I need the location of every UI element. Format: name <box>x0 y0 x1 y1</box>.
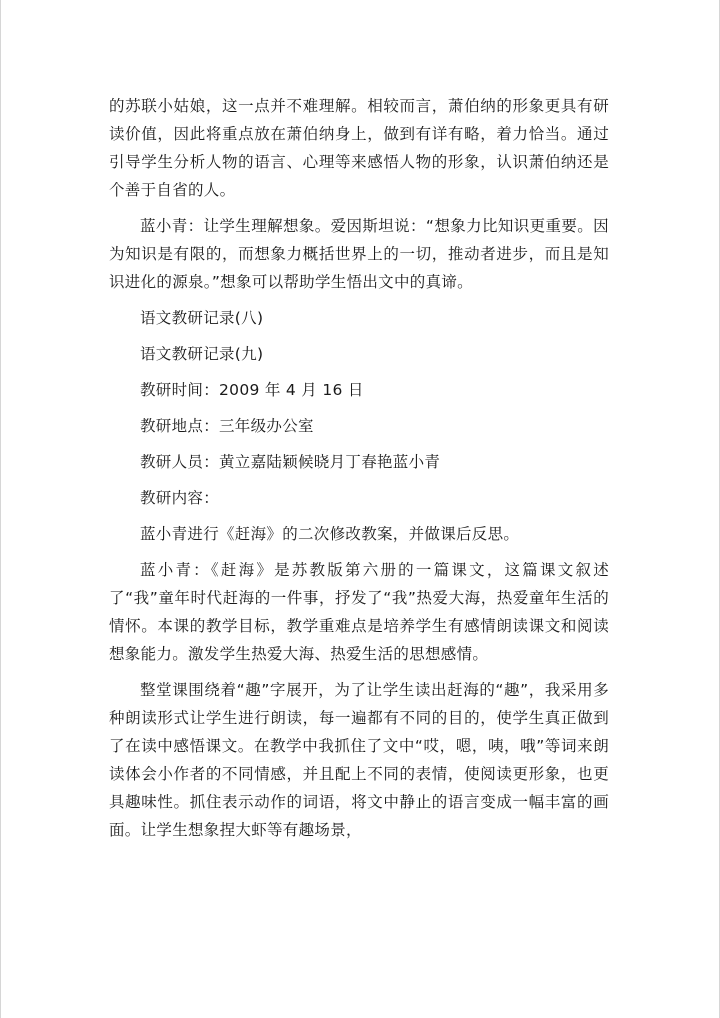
paragraph-1: 的苏联小姑娘，这一点并不难理解。相较而言，萧伯纳的形象更具有研读价值，因此将重点放在萧伯纳身上，做到有详有略，着力恰当。通过引导学生分析人物的语言、心理等来感悟人物的形象，认识萧伯纳还是个善于自省的人。 <box>109 97 609 199</box>
meeting-time: 教研时间：2009 年 4 月 16 日 <box>140 381 364 399</box>
paragraph-2: 蓝小青：让学生理解想象。爱因斯坦说：“想象力比知识更重要。因为知识是有限的，而想象力概括世界上的一切，推动者进步，而且是知识进化的源泉。”想象可以帮助学生悟出文中的真谛。 <box>109 217 609 291</box>
meeting-location: 教研地点：三年级办公室 <box>140 417 314 435</box>
paragraph-lesson-intro: 蓝小青：《赶海》是苏教版第六册的一篇课文，这篇课文叙述了“我”童年时代赶海的一件事，抒发了“我”热爱大海，热爱童年生活的情怀。本课的教学目标，教学重难点是培养学生有感情朗读课文和阅读想象能力。激发学生热爱大海、热爱生活的思想感情。 <box>109 561 609 663</box>
document-body <box>109 92 609 852</box>
section-heading-8: 语文教研记录(八) <box>140 309 264 327</box>
meeting-attendees: 教研人员：黄立嘉陆颖候晓月丁春艳蓝小青 <box>140 453 441 471</box>
paragraph-lesson-method: 整堂课围绕着“趣”字展开，为了让学生读出赶海的“趣”，我采用多种朗读形式让学生进行朗读，每一遍都有不同的目的，使学生真正做到了在读中感悟课文。在教学中我抓住了文中“哎，嗯，咦，哦”等词来朗读体会小作者的不同情感，并且配上不同的表情，使阅读更形象，也更具趣味性。抓住表示动作的词语，将文中静止的语言变成一幅丰富的画面。让学生想象捏大虾等有趣场景， <box>109 681 609 839</box>
paragraph-lesson-plan: 蓝小青进行《赶海》的二次修改教案，并做课后反思。 <box>140 525 520 543</box>
section-heading-9: 语文教研记录(九) <box>140 345 264 363</box>
meeting-content-label: 教研内容： <box>140 489 220 507</box>
